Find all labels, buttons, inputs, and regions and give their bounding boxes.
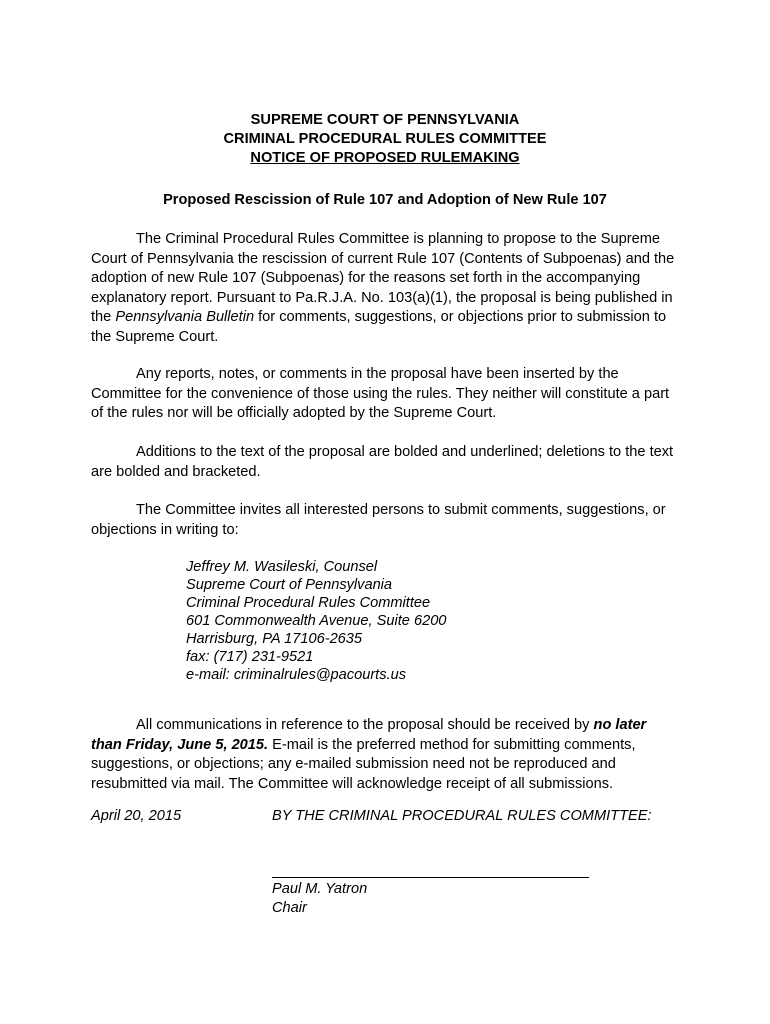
intro-text-end: for comments, suggestions, or objections prior to submission to the Supreme Court. — [91, 309, 667, 345]
contact-court: Supreme Court of Pennsylvania — [186, 577, 393, 593]
contact-email: e-mail: criminalrules@pacourts.us — [186, 667, 407, 683]
bulletin-name: Pennsylvania Bulletin — [115, 309, 255, 325]
deadline-text-end: E-mail is the preferred method for submitting comments, suggestions, or objections; any e-mailed submission need not be reproduced and resubmitted via mail. The Committee will acknowledge receipt of all submissions. — [91, 736, 636, 792]
additions-text: Additions to the text of the proposal are bolded and underlined; deletions to the text are bolded and bracketed. — [91, 444, 674, 480]
contact-name: Jeffrey M. Wasileski, Counsel — [186, 559, 378, 575]
paragraph-notes — [91, 365, 681, 424]
notice-title: NOTICE OF PROPOSED RULEMAKING — [250, 150, 520, 166]
intro-text-start: The Criminal Procedural Rules Committee is planning to propose to the Supreme Court of Pennsylvania the rescission of current Rule 107 (Contents of Subpoenas) and the adoption of new Rule 107 (Subpoenas) for the reasons set forth in the accompanying explanatory report. Pursuant to Pa.R.J.A. No. 103(a)(1), the proposal is being published in the — [91, 231, 675, 325]
paragraph-intro — [91, 230, 681, 347]
contact-fax: fax: (717) 231-9521 — [186, 649, 314, 665]
proposal-title: Proposed Rescission of Rule 107 and Adoption of New Rule 107 — [163, 192, 607, 208]
contact-city: Harrisburg, PA 17106-2635 — [186, 631, 363, 647]
committee-name: CRIMINAL PROCEDURAL RULES COMMITTEE — [223, 131, 547, 147]
deadline-text-start: All communications in reference to the proposal should be received by — [136, 717, 594, 733]
paragraph-deadline — [91, 716, 681, 794]
signer-name: Paul M. Yatron — [272, 881, 368, 897]
signature-block — [272, 880, 367, 918]
signature-committee: BY THE CRIMINAL PROCEDURAL RULES COMMITTEE: — [272, 808, 652, 824]
document-header — [0, 111, 770, 168]
paragraph-additions — [91, 443, 681, 482]
paragraph-invitation — [91, 501, 681, 540]
signature-line — [272, 877, 589, 878]
contact-committee: Criminal Procedural Rules Committee — [186, 595, 431, 611]
deadline-date: no later than Friday, June 5, 2015. — [91, 717, 647, 753]
court-name: SUPREME COURT OF PENNSYLVANIA — [250, 112, 520, 128]
invitation-text: The Committee invites all interested persons to submit comments, suggestions, or objections in writing to: — [91, 502, 666, 538]
contact-street: 601 Commonwealth Avenue, Suite 6200 — [186, 613, 447, 629]
signature-date: April 20, 2015 — [91, 808, 182, 824]
signer-title: Chair — [272, 900, 307, 916]
contact-address — [186, 558, 446, 684]
notes-text: Any reports, notes, or comments in the proposal have been inserted by the Committee for the convenience of those using the rules. They neither will constitute a part of the rules nor will be officially adopted by the Supreme Court. — [91, 366, 670, 421]
